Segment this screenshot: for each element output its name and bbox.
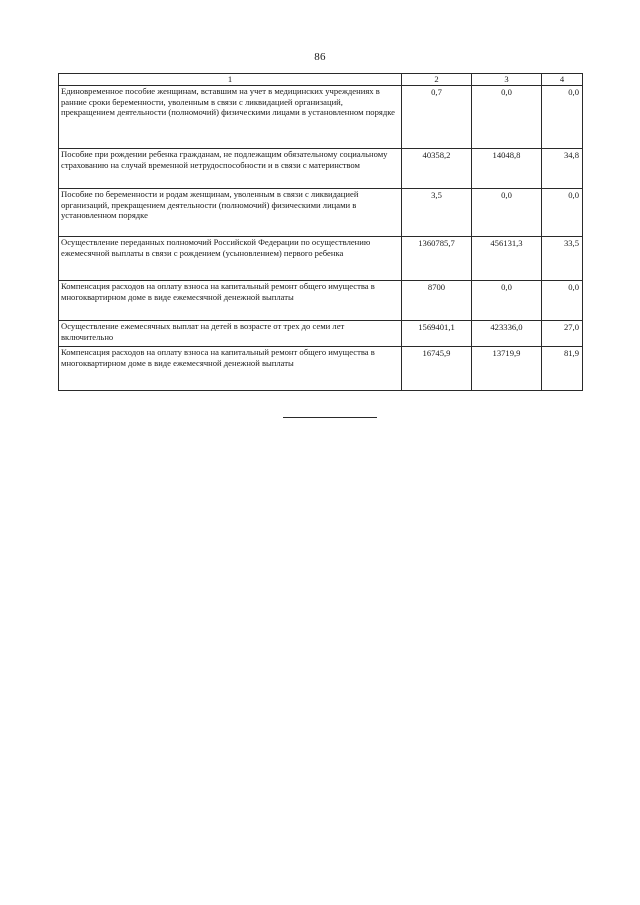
table-row: [59, 281, 583, 321]
row-value-col4: 0,0: [542, 86, 583, 149]
row-value-col4: 27,0: [542, 321, 583, 347]
row-value-col4: 81,9: [542, 347, 583, 391]
column-header-1: 1: [59, 74, 402, 86]
row-name-cell: Компенсация расходов на оплату взноса на капитальный ремонт общего имущества в многоквартирном доме в виде ежемесячной денежной выплаты: [59, 347, 402, 391]
row-value-col2: 1360785,7: [402, 237, 472, 281]
table-row: [59, 189, 583, 237]
row-value-col2: 8700: [402, 281, 472, 321]
row-value-col3: 456131,3: [472, 237, 542, 281]
row-value-col2: 1569401,1: [402, 321, 472, 347]
end-of-section-divider: [283, 417, 377, 418]
row-value-col4: 33,5: [542, 237, 583, 281]
table-row: [59, 321, 583, 347]
table-row: [59, 86, 583, 149]
column-header-2: 2: [402, 74, 472, 86]
row-value-col4: 0,0: [542, 281, 583, 321]
table-row: [59, 347, 583, 391]
row-value-col3: 0,0: [472, 86, 542, 149]
column-header-4: 4: [542, 74, 583, 86]
budget-execution-table: [58, 73, 583, 391]
column-header-3: 3: [472, 74, 542, 86]
row-value-col2: 16745,9: [402, 347, 472, 391]
row-name-cell: Осуществление ежемесячных выплат на детей в возрасте от трех до семи лет включительно: [59, 321, 402, 347]
row-name-cell: Единовременное пособие женщинам, вставшим на учет в медицинских учреждениях в ранние сроки беременности, уволенным в связи с ликвидацией организаций, прекращением деятельности (полномочий) физическими лицами в установленном порядке: [59, 86, 402, 149]
row-value-col3: 0,0: [472, 281, 542, 321]
row-name-cell: Пособие при рождении ребенка гражданам, не подлежащим обязательному социальному страхованию на случай временной нетрудоспособности и в связи с материнством: [59, 149, 402, 189]
row-value-col3: 13719,9: [472, 347, 542, 391]
page-number: 86: [314, 51, 326, 63]
row-value-col3: 14048,8: [472, 149, 542, 189]
row-value-col2: 0,7: [402, 86, 472, 149]
row-value-col2: 40358,2: [402, 149, 472, 189]
table-header-row: [59, 74, 583, 86]
row-value-col4: 0,0: [542, 189, 583, 237]
row-value-col4: 34,8: [542, 149, 583, 189]
row-name-cell: Компенсация расходов на оплату взноса на капитальный ремонт общего имущества в многоквартирном доме в виде ежемесячной денежной выплаты: [59, 281, 402, 321]
row-name-cell: Пособие по беременности и родам женщинам, уволенным в связи с ликвидацией организаций, прекращением деятельности (полномочий) физическими лицами в установленном порядке: [59, 189, 402, 237]
table-row: [59, 149, 583, 189]
table-row: [59, 237, 583, 281]
row-value-col3: 0,0: [472, 189, 542, 237]
row-value-col3: 423336,0: [472, 321, 542, 347]
row-name-cell: Осуществление переданных полномочий Российской Федерации по осуществлению ежемесячной выплаты в связи с рождением (усыновлением) первого ребенка: [59, 237, 402, 281]
row-value-col2: 3,5: [402, 189, 472, 237]
